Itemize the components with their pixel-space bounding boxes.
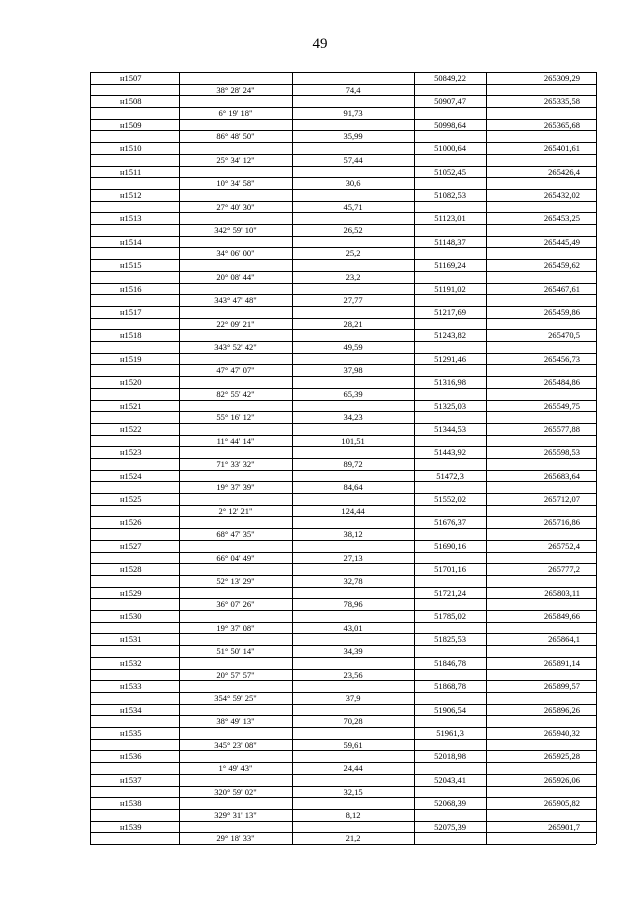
- table-cell-angle: 86° 48' 50": [216, 131, 255, 141]
- table-cell-point: н1536: [120, 751, 142, 761]
- table-cell-x: 51291,46: [434, 354, 466, 364]
- table-cell-y: 265401,61: [543, 143, 580, 153]
- table-cell-point: н1525: [120, 494, 142, 504]
- table-cell-x: 51325,03: [434, 401, 466, 411]
- table-cell-angle: 20° 57' 57": [216, 670, 255, 680]
- table-cell-y: 265901,7: [548, 822, 580, 832]
- table-cell-x: 51825,53: [434, 634, 466, 644]
- table-cell-angle: 11° 44' 14": [216, 436, 255, 446]
- table-cell-angle: 52° 13' 29": [216, 576, 255, 586]
- table-cell-point: н1516: [120, 284, 142, 294]
- table-cell-point: н1520: [120, 377, 142, 387]
- table-cell-y: 265712,07: [543, 494, 580, 504]
- table-cell-y: 265598,53: [543, 447, 580, 457]
- table-cell-point: н1527: [120, 541, 142, 551]
- table-cell-point: н1513: [120, 213, 142, 223]
- table-cell-angle: 34° 06' 00": [216, 248, 255, 258]
- table-cell-angle: 71° 33' 32": [216, 459, 255, 469]
- table-cell-point: н1510: [120, 143, 142, 153]
- table-cell-x: 51316,98: [434, 377, 466, 387]
- table-cell-dist: 35,99: [343, 131, 363, 141]
- table-cell-x: 51472,3: [436, 471, 464, 481]
- table-cell-x: 51906,54: [434, 705, 466, 715]
- table-cell-x: 51690,16: [434, 541, 466, 551]
- table-cell-y: 265777,2: [548, 564, 580, 574]
- table-cell-point: н1507: [120, 73, 142, 83]
- table-cell-angle: 342° 59' 10": [214, 225, 257, 235]
- table-cell-y: 265899,57: [543, 681, 580, 691]
- table-cell-y: 265432,02: [543, 190, 580, 200]
- table-cell-angle: 345° 23' 08": [214, 740, 257, 750]
- table-cell-x: 51148,37: [434, 237, 466, 247]
- table-cell-point: н1523: [120, 447, 142, 457]
- table-cell-y: 265309,29: [543, 73, 580, 83]
- table-cell-x: 51785,02: [434, 611, 466, 621]
- table-cell-angle: 320° 59' 02": [214, 787, 257, 797]
- table-cell-dist: 32,15: [343, 787, 363, 797]
- table-cell-dist: 84,64: [343, 482, 363, 492]
- table-cell-angle: 10° 34' 58": [216, 178, 255, 188]
- table-cell-dist: 38,12: [343, 529, 363, 539]
- table-cell-point: н1537: [120, 775, 142, 785]
- table-cell-point: н1521: [120, 401, 142, 411]
- table-cell-point: н1526: [120, 517, 142, 527]
- table-cell-angle: 343° 52' 42": [214, 342, 257, 352]
- table-cell-x: 51052,45: [434, 167, 466, 177]
- table-cell-dist: 37,9: [345, 693, 361, 703]
- table-cell-y: 265365,68: [543, 120, 580, 130]
- table-cell-y: 265849,66: [543, 611, 580, 621]
- table-cell-dist: 26,52: [343, 225, 363, 235]
- table-cell-dist: 65,39: [343, 389, 363, 399]
- table-cell-y: 265459,62: [543, 260, 580, 270]
- table-cell-angle: 354° 59' 25": [214, 693, 257, 703]
- table-cell-point: н1528: [120, 564, 142, 574]
- table-cell-dist: 45,71: [343, 202, 363, 212]
- table-vertical-rule: [596, 72, 597, 844]
- table-cell-x: 50907,47: [434, 96, 466, 106]
- table-cell-dist: 25,2: [345, 248, 361, 258]
- table-cell-dist: 59,61: [343, 740, 363, 750]
- table-cell-x: 51552,02: [434, 494, 466, 504]
- table-cell-angle: 36° 07' 26": [216, 599, 255, 609]
- table-cell-angle: 22° 09' 21": [216, 319, 255, 329]
- table-cell-dist: 70,28: [343, 716, 363, 726]
- table-cell-dist: 30,6: [345, 178, 361, 188]
- table-cell-x: 51721,24: [434, 588, 466, 598]
- table-cell-point: н1517: [120, 307, 142, 317]
- table-cell-dist: 34,39: [343, 646, 363, 656]
- table-cell-x: 51868,78: [434, 681, 466, 691]
- table-cell-x: 51169,24: [434, 260, 466, 270]
- table-cell-x: 51123,01: [434, 213, 466, 223]
- table-cell-point: н1511: [120, 167, 142, 177]
- table-cell-point: н1533: [120, 681, 142, 691]
- table-cell-point: н1532: [120, 658, 142, 668]
- table-cell-point: н1535: [120, 728, 142, 738]
- table-cell-dist: 34,23: [343, 412, 363, 422]
- table-cell-y: 265683,64: [543, 471, 580, 481]
- table-cell-dist: 23,2: [345, 272, 361, 282]
- table-cell-angle: 329° 31' 13": [214, 810, 257, 820]
- table-cell-y: 265577,88: [543, 424, 580, 434]
- table-cell-x: 51082,53: [434, 190, 466, 200]
- table-cell-x: 51191,02: [434, 284, 466, 294]
- table-cell-x: 50849,22: [434, 73, 466, 83]
- table-cell-angle: 38° 49' 13": [216, 716, 255, 726]
- table-cell-y: 265470,5: [548, 330, 580, 340]
- table-cell-y: 265925,28: [543, 751, 580, 761]
- table-cell-y: 265459,86: [543, 307, 580, 317]
- table-cell-angle: 51° 50' 14": [216, 646, 255, 656]
- table-cell-dist: 78,96: [343, 599, 363, 609]
- table-cell-angle: 68° 47' 35": [216, 529, 255, 539]
- table-cell-dist: 74,4: [345, 85, 361, 95]
- table-cell-point: н1534: [120, 705, 142, 715]
- table-cell-x: 51961,3: [436, 728, 464, 738]
- table-cell-y: 265445,49: [543, 237, 580, 247]
- table-cell-dist: 43,01: [343, 623, 363, 633]
- table-cell-angle: 6° 19' 18": [218, 108, 253, 118]
- table-cell-point: н1538: [120, 798, 142, 808]
- table-cell-point: н1515: [120, 260, 142, 270]
- table-cell-point: н1522: [120, 424, 142, 434]
- table-cell-x: 52075,39: [434, 822, 466, 832]
- table-cell-y: 265426,4: [548, 167, 580, 177]
- table-cell-y: 265752,4: [548, 541, 580, 551]
- table-cell-x: 51344,53: [434, 424, 466, 434]
- table-cell-x: 52068,39: [434, 798, 466, 808]
- table-cell-angle: 66° 04' 49": [216, 553, 255, 563]
- table-cell-dist: 8,12: [345, 810, 361, 820]
- table-cell-angle: 47° 47' 07": [216, 365, 255, 375]
- table-cell-angle: 20° 08' 44": [216, 272, 255, 282]
- table-cell-angle: 27° 40' 30": [216, 202, 255, 212]
- table-cell-dist: 27,13: [343, 553, 363, 563]
- table-cell-angle: 19° 37' 08": [216, 623, 255, 633]
- table-cell-y: 265484,86: [543, 377, 580, 387]
- page-number: 49: [312, 36, 328, 52]
- table-cell-dist: 24,44: [343, 763, 363, 773]
- table-cell-y: 265549,75: [543, 401, 580, 411]
- table-cell-dist: 37,98: [343, 365, 363, 375]
- table-cell-angle: 343° 47' 48": [214, 295, 257, 305]
- table-cell-point: н1531: [120, 634, 142, 644]
- table-cell-point: н1509: [120, 120, 142, 130]
- table-cell-x: 51701,16: [434, 564, 466, 574]
- table-cell-x: 50998,64: [434, 120, 466, 130]
- table-cell-y: 265453,25: [543, 213, 580, 223]
- table-cell-dist: 57,44: [343, 155, 363, 165]
- table-cell-x: 51676,37: [434, 517, 466, 527]
- table-cell-point: н1530: [120, 611, 142, 621]
- table-cell-y: 265456,73: [543, 354, 580, 364]
- table-cell-y: 265467,61: [543, 284, 580, 294]
- table-cell-x: 51443,92: [434, 447, 466, 457]
- table-cell-y: 265864,1: [548, 634, 580, 644]
- table-cell-dist: 28,21: [343, 319, 363, 329]
- table-cell-dist: 124,44: [341, 506, 365, 516]
- table-cell-angle: 29° 18' 33": [216, 833, 255, 843]
- table-cell-angle: 2° 12' 21": [218, 506, 253, 516]
- table-cell-point: н1508: [120, 96, 142, 106]
- table-cell-point: н1512: [120, 190, 142, 200]
- table-cell-x: 51217,69: [434, 307, 466, 317]
- table-cell-angle: 55° 16' 12": [216, 412, 255, 422]
- table-cell-point: н1539: [120, 822, 142, 832]
- table-cell-y: 265716,86: [543, 517, 580, 527]
- table-cell-angle: 19° 37' 39": [216, 482, 255, 492]
- table-cell-dist: 89,72: [343, 459, 363, 469]
- table-cell-x: 52043,41: [434, 775, 466, 785]
- table-cell-angle: 82° 55' 42": [216, 389, 255, 399]
- table-cell-y: 265803,11: [544, 588, 580, 598]
- table-cell-point: н1519: [120, 354, 142, 364]
- table-cell-y: 265891,14: [543, 658, 580, 668]
- table-cell-x: 52018,98: [434, 751, 466, 761]
- table-cell-y: 265896,26: [543, 705, 580, 715]
- table-cell-x: 51000,64: [434, 143, 466, 153]
- table-cell-x: 51846,78: [434, 658, 466, 668]
- table-cell-y: 265926,06: [543, 775, 580, 785]
- table-cell-dist: 91,73: [343, 108, 363, 118]
- table-cell-angle: 1° 49' 43": [218, 763, 253, 773]
- table-cell-point: н1514: [120, 237, 142, 247]
- table-cell-point: н1518: [120, 330, 142, 340]
- table-cell-dist: 49,59: [343, 342, 363, 352]
- coordinates-table: [90, 72, 596, 844]
- table-cell-angle: 38° 28' 24": [216, 85, 255, 95]
- table-cell-dist: 27,77: [343, 295, 363, 305]
- table-cell-dist: 23,56: [343, 670, 363, 680]
- table-cell-angle: 25° 34' 12": [216, 155, 255, 165]
- table-cell-x: 51243,82: [434, 330, 466, 340]
- table-cell-y: 265940,32: [543, 728, 580, 738]
- table-cell-point: н1524: [120, 471, 142, 481]
- table-cell-y: 265335,58: [543, 96, 580, 106]
- table-horizontal-rule: [90, 844, 596, 845]
- table-cell-dist: 21,2: [345, 833, 361, 843]
- table-cell-point: н1529: [120, 588, 142, 598]
- table-cell-dist: 101,51: [341, 436, 365, 446]
- table-cell-y: 265905,82: [543, 798, 580, 808]
- table-cell-dist: 32,78: [343, 576, 363, 586]
